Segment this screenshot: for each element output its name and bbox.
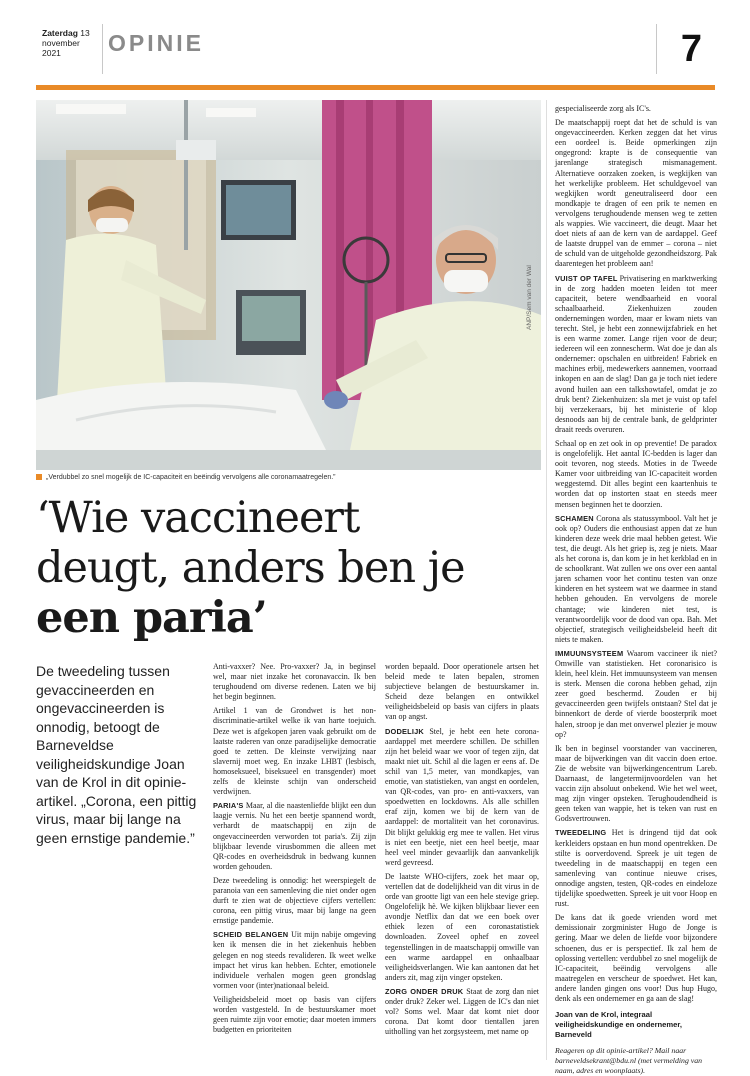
- paragraph: [555, 274, 717, 436]
- date-day-number: 13: [80, 28, 90, 38]
- paragraph-text: Corona als statussymbool. Valt het je ook op? Ouders die enthousiast appen dat ze hun kinderen deze week drie maal hebben getest. Wie test, die deugt. Als het griep is, zeg je niets. Maar als het corona is, dan kom je in het kerkblad en in de schoolkrant. Wat zullen we ons over een aantal jaren schamen voor het continu testen van onze kinderen en het systeem wat we daarmee in stand hebben gehouden. En vervolgens de morele chantage; wie kinderen niet test, is verantwoordelijk voor de dood van opa. Bah. Met objectief, strategisch veiligheidsbeleid heeft dit niets te maken.: [555, 513, 717, 644]
- headline-line-3: een paria’: [36, 593, 267, 643]
- masthead-divider-right: [656, 24, 657, 74]
- paragraph: [555, 828, 717, 909]
- paragraph: [213, 930, 376, 991]
- column-a: [213, 662, 376, 1039]
- date-day: Zaterdag: [42, 28, 78, 38]
- date-month: november: [42, 38, 80, 48]
- column-b: [385, 662, 539, 1041]
- paragraph: De maatschappij roept dat het de schuld is van ongevaccineerden. Kerken zeggen dat het virus een oordeel is. Beide opmerkingen zijn ongegrond: krapte is de consequentie van jarenlange strategisch mismanagement. Alternatieve oorzaken zoeken, is wegkijken van het werkelijke probleem. Het schuldgevoel van wegkijken wordt geneutraliseerd door een mondkapje te dragen of een prik te nemen en vervolgens terughoudende mensen weg te zetten als wappies. Wie vaccineert, die deugt. Maar het doet niets af aan de kern van de aardappel. Geef de laatste druppel van de emmer – corona – niet de schuld van de uitgeholde gezondheidszorg. Pak daarentegen het probleem aan!: [555, 118, 717, 269]
- subheading: SCHEID BELANGEN: [213, 930, 289, 940]
- icu-photo-illustration: [36, 100, 541, 470]
- subheading: PARIA'S: [213, 801, 244, 811]
- photo-credit: [526, 330, 538, 337]
- paragraph-text: Stel, je hebt een hete corona-aardappel met meerdere schillen. De schillen zijn het beleid waar we voor of tegen zijn, dat maakt niet uit. Schil al die lagen er eens af. De schil van 1,5 meter, van mondkapjes, van emotie, van statistieken, van angst en oordelen, van QR-codes, van pro- en anti-vaxxers, van spoedwetten en lockdowns. Als alle schillen eraf zijn, komen we bij de kern van de aardappel: de mortaliteit van het coronavirus. Dit blijkt gelukkig erg mee te vallen. Het virus is niet een beetje, niet een heel beetje, maar heel veel minder gevaarlijk dan aanvankelijk werd gevreesd.: [385, 726, 540, 867]
- paragraph: De kans dat ik goede vrienden word met demissionair zorgminister Hugo de Jonge is gering. Maar we delen de liefde voor bijzondere schoenen, dus er is perspectief. Ik zal hem de oplossing vertellen: verdubbel zo snel mogelijk de IC-capaciteit, beëindig vervolgens alle maatregelen en verscheur de spoedwet. Het kan, andere landen gingen ons voor! Dus hup Hugo, denk als een ondernemer en ga aan de slag!: [555, 913, 717, 1003]
- masthead-divider: [102, 24, 103, 74]
- column-c: [555, 104, 717, 1076]
- headline-line-2: deugt, anders ben je: [36, 543, 465, 593]
- paragraph-text: Waarom vaccineer ik niet? Omwille van statistieken. Het coronarisico is klein, heel klein. Het immuunsysteem van mensen is sterk. Mensen die corona hebben gehad, zijn zeer goed beschermd. Zouden er bij gevaccineerden geen twijfels ontstaan? Stel dat je binnenkort de derde of vierde boosterprik moet halen, stroop je dan met onverwel plezier je mouw op?: [555, 648, 718, 739]
- paragraph-text: Maar, al die naastenliefde blijkt een dun laagje vernis. Nu het een beetje spannend wordt, verhardt de maatschappij en zijn de ongevaccineerden verworden tot paria's. Zij zijn blijkbaar levende virusbommen die alleen met QR-codes en overheidsdruk in bedwang kunnen worden gehouden.: [213, 801, 377, 871]
- article-photo: [36, 100, 541, 470]
- headline-line-1: ‘Wie vaccineert: [36, 493, 360, 543]
- subheading: DODELIJK: [385, 726, 424, 736]
- response-note: Reageren op dit opinie-artikel? Mail naar barneveldsekrant@bdu.nl (met vermelding van naam, adres en woonplaats).: [555, 1046, 703, 1076]
- subheading: TWEEDELING: [555, 828, 607, 838]
- page-number: 7: [680, 28, 702, 70]
- paragraph-text: Het is dringend tijd dat ook kerkleiders opstaan en hun mond opentrekken. De stilte is oorverdovend. Spreek je uit tegen de tweedeling in de maatschappij en tegen een samenleving van continue nieuwe crises, onnodige angsten, testen, QR-codes en eindeloze tijdelijke spoedwetten. Spreek je uit voor Hoop en rust.: [555, 828, 718, 909]
- section-title: OPINIE: [108, 30, 204, 56]
- paragraph-text: Uit mijn nabije omgeving ken ik mensen die in het ziekenhuis hebben gelegen en nog steeds revalideren. Ik weet welke impact het virus kan hebben. Echter, emotionele individuele verhalen mogen geen grondslag vormen voor (inter)nationaal beleid.: [213, 930, 377, 990]
- paragraph: Schaal op en zet ook in op preventie! De paradox is ongelofelijk. Het aantal IC-bedden is lager dan ooit tevoren, nog steeds. Moties in de Tweede Kamer voor uitbreiding van IC-capaciteit worden weggestemd. Dit alles begint een kaartenhuis te worden dat op instorten staat en steeds meer mensen beginnen het te doorzien.: [555, 439, 717, 509]
- paragraph: De laatste WHO-cijfers, zoek het maar op, vertellen dat de dodelijkheid van dit virus in de orde van grootte ligt van een hele stevige griep. Ongelofelijk hè. We kijken blijkbaar liever een avondje Netflix dan dat we een boek over ethiek lezen of een coronastatistiek downloaden. Zoveel ophef en zoveel tegenstellingen in de maatschappij omwille van een warme aardappel en onhaalbaar veiligheidsverlangen. Wie kan aantonen dat het anders zit, mag zijn vinger opsteken.: [385, 871, 539, 982]
- date-year: 2021: [42, 48, 61, 58]
- column-divider: [546, 100, 547, 1060]
- paragraph: [213, 801, 376, 872]
- paragraph: gespecialiseerde zorg als IC's.: [555, 104, 651, 113]
- paragraph: Ik ben in beginsel voorstander van vaccineren, maar de bijwerkingen van dit vaccin doen ertoe. Zie de website van bijwerkingencentrum Lareb. Daarnaast, de langetermijnvoordelen van het vaccin zijn absoluut onbekend. Wie het wel weet, mag zijn vinger opsteken. Terughoudendheid is geen teken van wappie, het is teken van rust en Godsvertrouwen.: [555, 743, 717, 824]
- paragraph: Deze tweedeling is onnodig: het weerspiegelt de paranoia van een samenleving die niet onder ogen durft te zien wat de objectieve cijfers vertellen: corona, een pittig virus, maar bij lange na geen ernstige pandemie.: [213, 875, 376, 926]
- paragraph: Anti-vaxxer? Nee. Pro-vaxxer? Ja, in beginsel wel, maar niet inzake het coronavaccin. Ik ben terughoudend om diverse redenen. Laten we bij het begin beginnen.: [213, 662, 376, 702]
- paragraph: [555, 514, 717, 645]
- subheading: IMMUUNSYSTEEM: [555, 648, 624, 658]
- article-intro: De tweedeling tussen gevaccineerden en ongevaccineerden is onnodig, betoogt de Barneveldse veiligheidskundige Joan van de Krol in dit opinie-artikel. „Corona, een pittig virus, maar bij lange na geen ernstige pandemie.”: [36, 663, 197, 846]
- paragraph-text: Staat de zorg dan niet onder druk? Zeker wel. Liggen de IC's dan niet vol? Soms wel. Maar dat komt niet door corona. Dat komt door tientallen jaren uitholling van het zorgsysteem, met name op: [385, 986, 539, 1037]
- paragraph: [555, 649, 717, 740]
- photo-caption: [36, 474, 541, 481]
- paragraph: Veiligheidsbeleid moet op basis van cijfers worden vastgesteld. In de bestuurskamer moet geen ruimte zijn voor emotie; daar moeten immers budgetten en prioriteiten: [213, 994, 376, 1035]
- accent-rule: [36, 85, 715, 90]
- paragraph-text: Privatisering en marktwerking in de zorg hadden moeten leiden tot meer capaciteit, betere wendbaarheid en vooral schaalbaarheid. Ziekenhuizen zouden ondernemingen worden, maar er kwam niets van terecht. Stel, je hebt een zonnewijzfabriek en het is een warme zomer. Lange rijen voor de deur; iedereen wil een zonnescherm. Wat doe je dan als ondernemer: opschalen en uitbreiden! Fabriek en machines erbij, medewerkers aannemen, voorraad inkopen en aan de slag! Dan ga je toch niet iedere avond huilen aan een talkshowtafel, omdat je zo druk bent? Ziekenhuizen: sla met je vuist op tafel bij verzekeraars, bij het ministerie of klop desnoods aan bij de centrale bank, de geldprinter draait reeds overuren.: [555, 273, 717, 434]
- paragraph: worden bepaald. Door operationele artsen het beleid mede te laten bepalen, stromen subjectieve belangen de bestuurskamer in. Scheid deze belangen en ontwikkel veiligheidsbeleid op basis van cijfers in plaats van op angst.: [385, 662, 539, 722]
- subheading: VUIST OP TAFEL: [555, 273, 618, 283]
- paragraph: [385, 727, 539, 868]
- issue-date: [42, 28, 100, 58]
- author-signature: Joan van de Krol, integraal veiligheidskundige en ondernemer, Barneveld: [555, 1010, 683, 1040]
- subheading: ZORG ONDER DRUK: [385, 986, 464, 996]
- article-headline: [36, 493, 544, 643]
- caption-text: „Verdubbel zo snel mogelijk de IC-capaciteit en beëindig vervolgens alle coronamaatregelen.”: [46, 474, 336, 481]
- caption-bullet-icon: [36, 474, 42, 480]
- subheading: SCHAMEN: [555, 513, 594, 523]
- masthead: [36, 24, 716, 84]
- paragraph: [385, 987, 539, 1037]
- paragraph: Artikel 1 van de Grondwet is het non-discriminatie-artikel welke ik van harte toejuich. Deze wet is afgekopen jaren vaak gebruikt om de laatste raderen van onze paradijselijke democratie goed te zetten. De kleinste verwijzing naar slavernij moet weg. En inzake LHBT (lesbisch, homoseksueel, biseksueel en transgender) moet zelfs de kleinste schijn van onderscheid verdwijnen.: [213, 706, 376, 797]
- photo-credit-text: [526, 318, 533, 330]
